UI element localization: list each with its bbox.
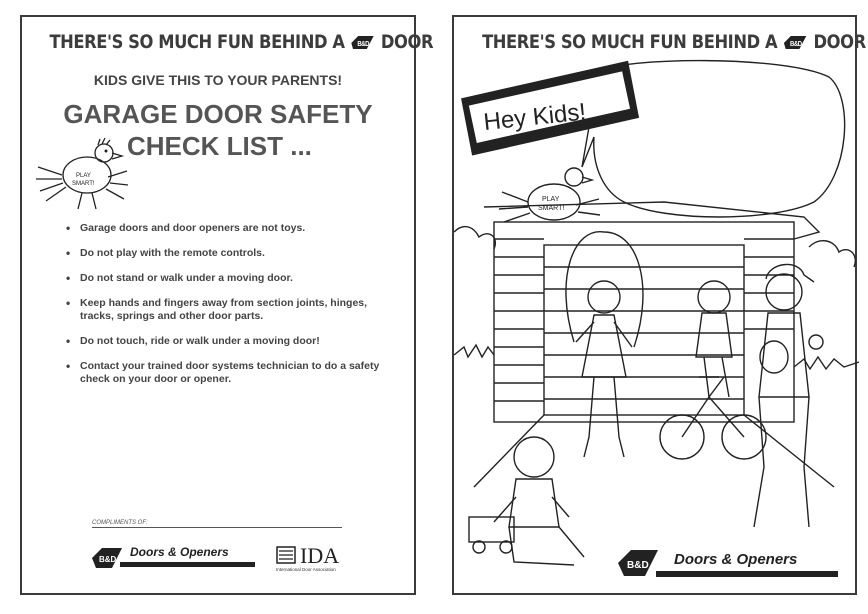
svg-text:SMART!: SMART! <box>72 181 95 187</box>
list-item: • Contact your trained door systems technician to do a safety check on your door or opener. <box>66 360 386 386</box>
list-item: • Garage doors and door openers are not toys. <box>66 222 386 235</box>
brand-underline <box>656 571 838 577</box>
list-item: • Do not stand or walk under a moving door. <box>66 272 386 285</box>
header-text: THERE'S SO MUCH FUN BEHIND A <box>482 31 778 53</box>
list-item: • Keep hands and fingers away from section joints, hinges, tracks, springs and other door parts. <box>66 297 386 323</box>
doors-openers-logo <box>90 545 260 573</box>
ida-logo <box>276 543 366 577</box>
header-text: THERE'S SO MUCH FUN BEHIND A <box>49 31 345 53</box>
ida-emblem-icon <box>276 546 296 564</box>
garage-wall <box>494 222 794 422</box>
mascot-chicken-icon <box>32 137 132 217</box>
svg-text:B&D: B&D <box>790 40 802 49</box>
hey-kids-banner <box>459 60 641 156</box>
brand-name: Doors & Openers <box>130 545 229 559</box>
checklist-page <box>20 15 434 595</box>
coloring-page <box>452 15 866 595</box>
page-header <box>49 31 434 53</box>
svg-text:Hey Kids!: Hey Kids! <box>482 98 588 137</box>
doors-openers-logo <box>616 547 846 583</box>
list-item: • Do not touch, ride or walk under a moving door! <box>66 335 386 348</box>
safety-checklist <box>66 222 386 398</box>
subtitle: KIDS GIVE THIS TO YOUR PARENTS! <box>93 72 343 88</box>
brand-name: Doors & Openers <box>674 551 798 568</box>
sponsor-logos <box>90 541 400 581</box>
garage-roof <box>484 202 819 239</box>
svg-text:B&D: B&D <box>357 40 370 49</box>
svg-text:PLAY: PLAY <box>76 173 91 179</box>
ida-name: IDA <box>300 543 340 568</box>
compliments-label: COMPLIMENTS OF: <box>92 520 342 528</box>
svg-text:B&D: B&D <box>99 555 117 564</box>
title-line-1: GARAGE DOOR SAFETY <box>63 99 373 129</box>
list-item: • Do not play with the remote controls. <box>66 247 386 260</box>
brand-underline <box>120 562 255 567</box>
ida-subtitle: International Door Association <box>276 567 336 572</box>
bd-logo-icon <box>350 35 376 50</box>
header-text-end: DOOR <box>813 31 866 53</box>
kids-garage-illustration <box>454 17 859 597</box>
toy-truck <box>469 517 514 542</box>
title-line-2: CHECK LIST ... <box>127 131 312 161</box>
bd-badge-icon <box>90 547 124 569</box>
svg-text:SMART!: SMART! <box>538 205 565 212</box>
svg-text:PLAY: PLAY <box>542 196 560 203</box>
bd-badge-icon <box>616 549 660 577</box>
svg-text:B&D: B&D <box>627 560 649 571</box>
header-text-end: DOOR <box>380 31 434 53</box>
